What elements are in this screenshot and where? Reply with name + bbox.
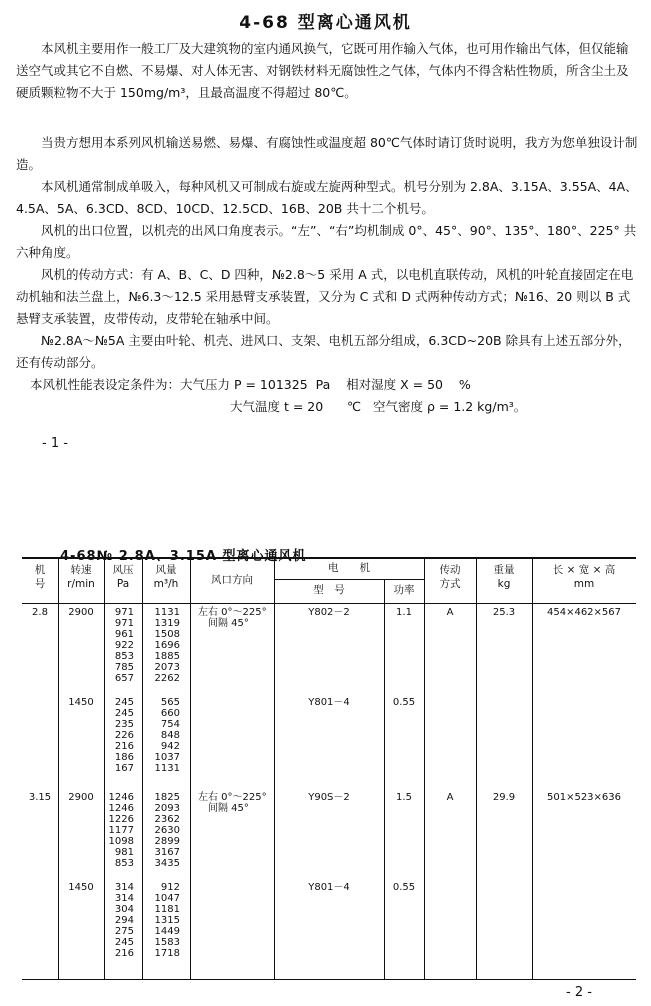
cell-pressure: 1246 [108, 803, 134, 814]
header-flow: 风量 m³/h [153, 564, 179, 590]
cell-flow: 2899 [154, 836, 180, 847]
conditions-line-1: 本风机性能表设定条件为：大气压力 P = 101325 Pa 相对湿度 X = 50 % [30, 377, 471, 392]
cell-speed: 2900 [68, 792, 94, 803]
cell-pressure: 226 [114, 730, 134, 741]
cell-pressure: 275 [114, 926, 134, 937]
header-motor: 电 机 [328, 562, 370, 574]
motor-subheader-vline [384, 579, 385, 603]
cell-flow: 1718 [154, 948, 180, 959]
motor-subheader-divider [274, 579, 424, 580]
cell-outlet: 左右 0°～225° [198, 792, 267, 803]
cell-pressure: 971 [114, 618, 134, 629]
cell-flow: 3435 [154, 858, 180, 869]
cell-flow: 565 [160, 697, 180, 708]
cell-flow: 660 [160, 708, 180, 719]
cell-flow: 1449 [154, 926, 180, 937]
cell-motor-model: Y802－2 [308, 607, 350, 618]
cell-weight: 29.9 [492, 792, 516, 803]
paragraph-models: 本风机通常制成单吸入，每种风机又可制成右旋或左旋两种型式。机号分别为 2.8A、3.15A、3.55A、4A、4.5A、5A、6.3CD、8CD、10CD、12.5CD、16B、20B 共十二个机号。 [16, 179, 638, 216]
cell-flow: 2630 [154, 825, 180, 836]
cell-speed: 2900 [68, 607, 94, 618]
cell-motor-power: 1.1 [396, 607, 412, 618]
cell-pressure: 1246 [108, 792, 134, 803]
cell-flow: 1825 [154, 792, 180, 803]
cell-flow: 848 [160, 730, 180, 741]
cell-flow: 1885 [154, 651, 180, 662]
cell-pressure: 186 [114, 752, 134, 763]
cell-weight: 25.3 [492, 607, 516, 618]
cell-pressure: 981 [114, 847, 134, 858]
cell-outlet-interval: 间隔 45° [208, 618, 249, 629]
paragraph-scope: 本风机主要用作一般工厂及大建筑物的室内通风换气，它既可用作输入气体，也可用作输出气体，但仅能输送空气或其它不自燃、不易爆、对人体无害、对钢铁材料无腐蚀性之气体，气体内不得含粘性物质，所含尘土及硬质颗粒物不大于 150mg/m³，且最高温度不得超过 80℃。 [16, 41, 629, 100]
header-speed: 转速 r/min [67, 564, 95, 590]
cell-flow: 1508 [154, 629, 180, 640]
paragraph-components: №2.8A～№5A 主要由叶轮、机壳、进风口、支架、电机五部分组成，6.3CD~20B 除具有上述五部分外，还有传动部分。 [16, 333, 631, 370]
header-motor-power: 功率 [393, 584, 415, 596]
cell-pressure: 853 [114, 651, 134, 662]
cell-motor-model: Y90S－2 [308, 792, 350, 803]
cell-pressure: 216 [114, 741, 134, 752]
cell-dims: 501×523×636 [546, 792, 622, 803]
cell-pressure: 294 [114, 915, 134, 926]
header-machine-no: 机 号 [34, 564, 46, 590]
cell-pressure: 657 [114, 673, 134, 684]
cell-motor-power: 0.55 [392, 697, 416, 708]
paragraph-custom-order: 当贵方想用本系列风机输送易燃、易爆、有腐蚀性或温度超 80℃气体时请订货时说明，我方为您单独设计制造。 [16, 135, 638, 172]
page-title: 4-68 型离心通风机 [239, 13, 412, 33]
cell-flow: 912 [160, 882, 180, 893]
cell-flow: 1047 [154, 893, 180, 904]
cell-pressure: 971 [114, 607, 134, 618]
cell-pressure: 245 [114, 708, 134, 719]
table-title: 4-68№ 2.8A、3.15A 型离心通风机 [60, 549, 307, 564]
cell-pressure: 245 [114, 937, 134, 948]
cell-pressure: 785 [114, 662, 134, 673]
table-header [22, 559, 636, 604]
conditions-line-2: 大气温度 t = 20 ℃ 空气密度 ρ = 1.2 kg/m³。 [230, 399, 527, 414]
performance-table [22, 557, 636, 980]
cell-pressure: 235 [114, 719, 134, 730]
cell-drive: A [446, 607, 454, 618]
cell-pressure: 1177 [108, 825, 134, 836]
cell-speed: 1450 [68, 697, 94, 708]
cell-flow: 754 [160, 719, 180, 730]
paragraph-drive: 风机的传动方式：有 A、B、C、D 四种，№2.8～5 采用 A 式，以电机直联传动，风机的叶轮直接固定在电动机轴和法兰盘上，№6.3～12.5 采用悬臂支承装置，又分为 C 式和 D 式两种传动方式；№16、20 则以 B 式悬臂支承装置，皮带传动，皮带轮在轴承中间。 [16, 267, 634, 326]
cell-motor-model: Y801－4 [308, 882, 350, 893]
cell-flow: 3167 [154, 847, 180, 858]
cell-pressure: 304 [114, 904, 134, 915]
header-pressure: 风压 Pa [112, 564, 134, 590]
cell-flow: 1583 [154, 937, 180, 948]
header-motor-model: 型 号 [313, 584, 345, 596]
cell-flow: 2093 [154, 803, 180, 814]
cell-flow: 2073 [154, 662, 180, 673]
cell-flow: 1037 [154, 752, 180, 763]
cell-outlet-interval: 间隔 45° [208, 803, 249, 814]
paragraph-outlet: 风机的出口位置，以机壳的出风口角度表示。“左”、“右”均机制成 0°、45°、90°、135°、180°、225° 共六种角度。 [16, 223, 637, 260]
header-weight: 重量 kg [493, 564, 515, 590]
header-outlet: 风口方向 [211, 574, 253, 586]
col-divider [190, 559, 191, 979]
cell-machine-no: 2.8 [32, 607, 48, 618]
cell-flow: 1131 [154, 763, 180, 774]
page-number-2: - 2 - [566, 985, 592, 1000]
cell-flow: 1319 [154, 618, 180, 629]
cell-flow: 1131 [154, 607, 180, 618]
cell-machine-no: 3.15 [28, 792, 52, 803]
cell-flow: 942 [160, 741, 180, 752]
cell-pressure: 314 [114, 893, 134, 904]
col-divider [476, 559, 477, 979]
cell-flow: 1315 [154, 915, 180, 926]
col-divider-motor [384, 603, 385, 979]
cell-pressure: 853 [114, 858, 134, 869]
cell-motor-power: 1.5 [396, 792, 412, 803]
cell-flow: 2362 [154, 814, 180, 825]
page-number-1: - 1 - [42, 436, 68, 451]
col-divider [532, 559, 533, 979]
header-dims: 长 × 宽 × 高 mm [552, 564, 616, 590]
cell-pressure: 922 [114, 640, 134, 651]
cell-pressure: 1098 [108, 836, 134, 847]
cell-pressure: 245 [114, 697, 134, 708]
cell-dims: 454×462×567 [546, 607, 622, 618]
cell-pressure: 167 [114, 763, 134, 774]
cell-motor-model: Y801－4 [308, 697, 350, 708]
col-divider [58, 559, 59, 979]
col-divider [424, 559, 425, 979]
cell-pressure: 961 [114, 629, 134, 640]
cell-pressure: 216 [114, 948, 134, 959]
cell-pressure: 314 [114, 882, 134, 893]
cell-flow: 1696 [154, 640, 180, 651]
cell-pressure: 1226 [108, 814, 134, 825]
col-divider [274, 559, 275, 979]
header-drive: 传动 方式 [439, 564, 461, 590]
cell-flow: 1181 [154, 904, 180, 915]
cell-flow: 2262 [154, 673, 180, 684]
cell-speed: 1450 [68, 882, 94, 893]
cell-motor-power: 0.55 [392, 882, 416, 893]
cell-drive: A [446, 792, 454, 803]
cell-outlet: 左右 0°～225° [198, 607, 267, 618]
